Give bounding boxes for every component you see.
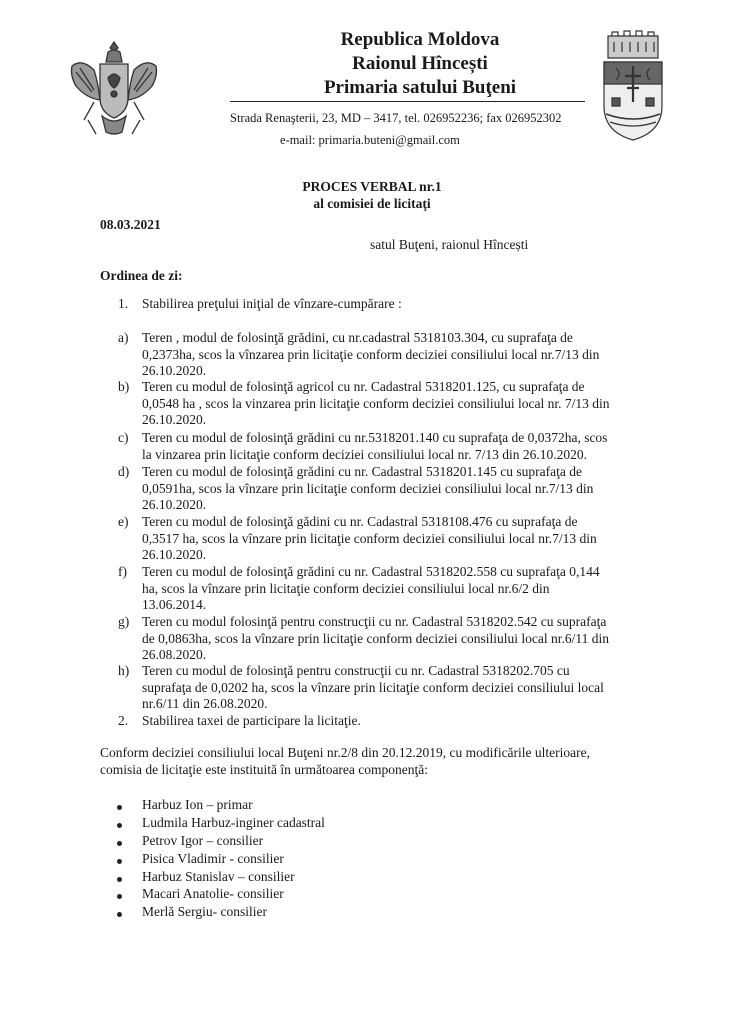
header-district: Raionul Hîncești (352, 53, 488, 74)
subitem-d-marker: d) (118, 464, 130, 479)
agenda-heading: Ordinea de zi: (100, 268, 183, 283)
subitem-f-marker: f) (118, 564, 127, 579)
header-country: Republica Moldova (340, 29, 500, 50)
document-subtitle: al comisiei de licitaţi (313, 196, 431, 211)
member-item: Harbuz Stanislav – consilier (142, 869, 295, 884)
subitem-g-marker: g) (118, 614, 130, 629)
bullet-icon (117, 894, 122, 899)
subitem-c-text: Teren cu modul de folosinţă grădini cu nr.5318201.140 cu suprafaţa de 0,0372ha, scos la vinzarea prin licitaţie conform deciziei consiliului local nr. 7/13 din 26.10.2020. (142, 430, 608, 462)
agenda-item-2-number: 2. (118, 713, 129, 728)
bullet-icon (117, 912, 122, 917)
subitem-h-text: Teren cu modul de folosinţă pentru construcţii cu nr. Cadastral 5318202.705 cu suprafaţa de 0,0202 ha, scos la vînzare prin licitaţie conform deciziei consiliului local nr.6/11 din 26.08.2020. (142, 663, 604, 711)
subitem-c-marker: c) (118, 430, 129, 445)
bullet-icon (117, 841, 122, 846)
commission-paragraph: Conform deciziei consiliului local Buţeni nr.2/8 din 20.12.2019, cu modificările ulterioare, comisia de licitaţie este instituită în următoarea componenţă: (100, 745, 591, 777)
member-item: Pisica Vladimir - consilier (142, 851, 284, 866)
agenda-item-2-text: Stabilirea taxei de participare la licitaţie. (142, 713, 361, 728)
subitem-d-text: Teren cu modul de folosinţă grădini cu nr. Cadastral 5318201.145 cu suprafaţa de 0,0591ha, scos la vînzare prin licitaţie conform deciziei consiliului local nr.7/13 din 26.10.2020. (142, 464, 594, 512)
moldova-coat-of-arms-icon (64, 36, 164, 146)
agenda-item-1-text: Stabilirea preţului iniţial de vînzare-cumpărare : (142, 296, 402, 311)
bullet-icon (117, 805, 122, 810)
document-title: PROCES VERBAL nr.1 (302, 179, 442, 194)
member-item: Harbuz Ion – primar (142, 797, 253, 812)
subitem-a-marker: a) (118, 330, 129, 345)
contact-email: e-mail: primaria.buteni@gmail.com (280, 133, 460, 147)
member-item: Macari Anatolie- consilier (142, 886, 284, 901)
subitem-b-text: Teren cu modul de folosinţă agricol cu nr. Cadastral 5318201.125, cu suprafaţa de 0,0548 ha , scos la vinzarea prin licitaţie conform deciziei consiliului local nr. 7/13 din 26.10.2020. (142, 379, 610, 427)
subitem-h-marker: h) (118, 663, 130, 678)
contact-address: Strada Renaşterii, 23, MD – 3417, tel. 026952236; fax 026952302 (230, 111, 562, 125)
bullet-icon (117, 859, 122, 864)
member-item: Merlă Sergiu- consilier (142, 904, 267, 919)
document-date: 08.03.2021 (100, 217, 161, 232)
member-item: Ludmila Harbuz-inginer cadastral (142, 815, 325, 830)
subitem-e-text: Teren cu modul de folosinţă gădini cu nr. Cadastral 5318108.476 cu suprafaţa de 0,3517 ha, scos la vînzare prin licitaţie conform deciziei consiliului local nr.7/13 din 26.10.2020. (142, 514, 597, 562)
bullet-icon (117, 877, 122, 882)
subitem-e-marker: e) (118, 514, 129, 529)
bullet-icon (117, 823, 122, 828)
subitem-b-marker: b) (118, 379, 130, 394)
subitem-f-text: Teren cu modul de folosinţă grădini cu nr. Cadastral 5318202.558 cu suprafaţa 0,144 ha, scos la vînzare prin licitaţie conform deciziei consiliului local nr.6/2 din 13.06.2014. (142, 564, 600, 612)
subitem-a-text: Teren , modul de folosinţă grădini, cu nr.cadastral 5318103.304, cu suprafaţa de 0,2373ha, scos la vînzarea prin licitaţie conform deciziei consiliului local nr.7/13 din 26.10.2020. (142, 330, 600, 378)
member-item: Petrov Igor – consilier (142, 833, 264, 848)
agenda-item-1-number: 1. (118, 296, 129, 311)
document-place: satul Buţeni, raionul Hîncești (370, 237, 529, 252)
subitem-g-text: Teren cu modul folosinţă pentru construcţii cu nr. Cadastral 5318202.542 cu suprafaţa de 0,0863ha, scos la vînzare prin licitaţie conform deciziei consiliului local nr.6/11 din 26.08.2020. (142, 614, 609, 662)
buteni-coat-of-arms-icon (598, 28, 668, 143)
header-divider (230, 101, 585, 102)
header-institution: Primaria satului Buţeni (323, 77, 517, 98)
